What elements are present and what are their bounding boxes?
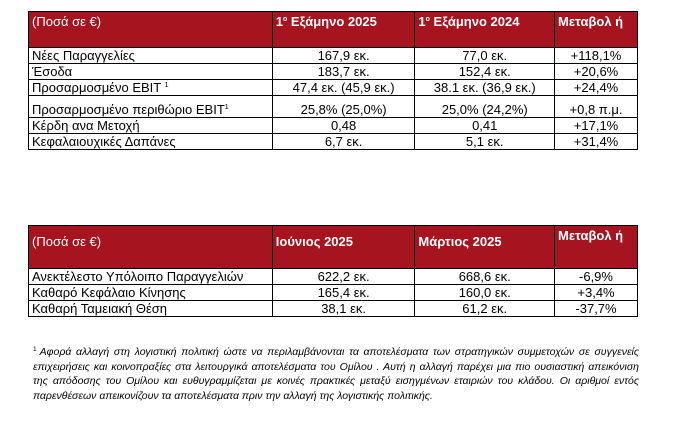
table-row bbox=[29, 48, 638, 64]
header-h1-2024: $1^o$ Εξάμηνο 2024 bbox=[415, 12, 555, 48]
cell-value: 622,2 εκ. bbox=[272, 269, 415, 285]
row-label: Νέες Παραγγελίες bbox=[29, 48, 273, 64]
header-change: Μεταβολ ή bbox=[555, 226, 638, 269]
cell-value: 167,9 εκ. bbox=[272, 48, 415, 64]
cell-value: 38.1 εκ. (36,9 εκ.) bbox=[415, 80, 555, 96]
cell-change: +118,1% bbox=[555, 48, 638, 64]
footnote-marker: 1 bbox=[33, 346, 37, 353]
table-row bbox=[29, 96, 638, 118]
cell-value: 0,41 bbox=[415, 118, 555, 134]
row-label: Προσαρμοσμένο EBIT $^1$ bbox=[29, 80, 273, 96]
table-row bbox=[29, 118, 638, 134]
cell-change: +31,4% bbox=[555, 134, 638, 150]
cell-change: +0,8 π.μ. bbox=[555, 96, 638, 118]
cell-value: 183,7 εκ. bbox=[272, 64, 415, 80]
row-label: Προσαρμοσμένο περιθώριο EBIT$^1$ bbox=[29, 96, 273, 118]
header-amounts: (Ποσά σε €) bbox=[29, 226, 273, 269]
cell-change: -6,9% bbox=[555, 269, 638, 285]
cell-change: +20,6% bbox=[555, 64, 638, 80]
table-header-row bbox=[29, 226, 638, 269]
cell-value: 165,4 εκ. bbox=[272, 285, 415, 301]
header-march-2025: Μάρτιος 2025 bbox=[415, 226, 555, 269]
table-header-row bbox=[29, 12, 638, 48]
table-row bbox=[29, 80, 638, 96]
row-label: Καθαρή Ταμειακή Θέση bbox=[29, 301, 273, 317]
cell-change: -37,7% bbox=[555, 301, 638, 317]
cell-value: 0,48 bbox=[272, 118, 415, 134]
cell-change: +17,1% bbox=[555, 118, 638, 134]
footnote bbox=[33, 345, 639, 403]
cell-change: +3,4% bbox=[555, 285, 638, 301]
row-label: Κέρδη ανα Μετοχή bbox=[29, 118, 273, 134]
cell-value: 38,1 εκ. bbox=[272, 301, 415, 317]
header-june-2025: Ιούνιος 2025 bbox=[272, 226, 415, 269]
header-h1-2025: $1^o$ Εξάμηνο 2025 bbox=[272, 12, 415, 48]
cell-value: 152,4 εκ. bbox=[415, 64, 555, 80]
table-row bbox=[29, 64, 638, 80]
balance-table bbox=[28, 225, 638, 317]
header-change: Μεταβολ ή bbox=[555, 12, 638, 48]
header-amounts: (Ποσά σε €) bbox=[29, 12, 273, 48]
row-label: Ανεκτέλεστο Υπόλοιπο Παραγγελιών bbox=[29, 269, 273, 285]
cell-value: 668,6 εκ. bbox=[415, 269, 555, 285]
row-label: Καθαρό Κεφάλαιο Κίνησης bbox=[29, 285, 273, 301]
cell-value: 160,0 εκ. bbox=[415, 285, 555, 301]
table-row bbox=[29, 285, 638, 301]
h1-results-table bbox=[28, 11, 638, 150]
cell-value: 25,8% (25,0%) bbox=[272, 96, 415, 118]
row-label: Έσοδα bbox=[29, 64, 273, 80]
cell-value: 6,7 εκ. bbox=[272, 134, 415, 150]
footnote-text: Αφορά αλλαγή στη λογιστική πολιτική ώστε να περιλαμβάνονται τα αποτελέσματα των στρατηγικών συμμετοχών σε συγγενείς επιχειρήσεις και κοινοπραξίες στα λειτουργικά αποτελέσματα του Ομίλου . Αυτή η αλλαγή παρέχει μια πιο ουσιαστική απεικόνιση της απόδοσης του Ομίλου και ευθυγραμμίζεται με κοινές πρακτικές μεταξύ εισηγμένων εταιριών του κλάδου. Οι αριθμοί εντός παρενθέσεων απεικονίζουν τα αποτελέσματα πριν την αλλαγή της λογιστικής πολιτικής. bbox=[33, 346, 639, 402]
table-row bbox=[29, 269, 638, 285]
cell-change: +24,4% bbox=[555, 80, 638, 96]
table-row bbox=[29, 301, 638, 317]
cell-value: 25,0% (24,2%) bbox=[415, 96, 555, 118]
cell-value: 61,2 εκ. bbox=[415, 301, 555, 317]
cell-value: 47,4 εκ. (45,9 εκ.) bbox=[272, 80, 415, 96]
cell-value: 5,1 εκ. bbox=[415, 134, 555, 150]
table-row bbox=[29, 134, 638, 150]
cell-value: 77,0 εκ. bbox=[415, 48, 555, 64]
footnote-marker: 1 bbox=[164, 82, 169, 89]
footnote-marker: 1 bbox=[224, 104, 229, 111]
row-label: Κεφαλαιουχικές Δαπάνες bbox=[29, 134, 273, 150]
